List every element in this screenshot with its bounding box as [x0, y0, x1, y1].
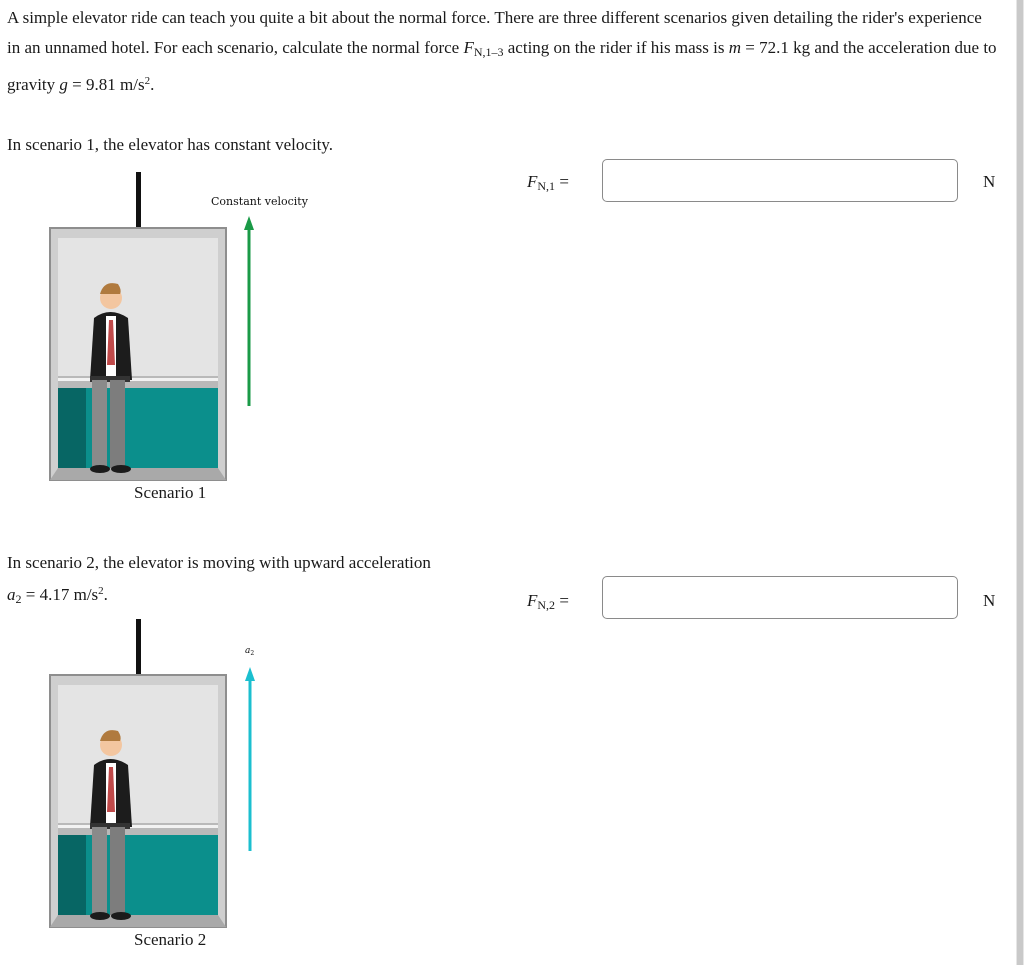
- scenario-2-caption: Scenario 2: [134, 930, 207, 949]
- mass-value: 72.1 kg: [759, 37, 811, 57]
- scenario-2-figure: [48, 617, 308, 947]
- acceleration-arrow-label: [245, 646, 254, 657]
- accel-symbol: a: [7, 585, 16, 604]
- scenario-1-figure: [48, 170, 308, 500]
- scenario-2-description: In scenario 2, the elevator is moving with upward acceleration: [7, 553, 431, 572]
- fn1-unit: N: [983, 172, 996, 191]
- force-subscript: N,1–3: [473, 44, 504, 59]
- gravity-value: 9.81 m/s: [86, 75, 145, 94]
- problem-statement: A simple elevator ride can teach you quite a bit about the normal force. There are three different scenarios given detailing the rider's experience in an unnamed hotel. For each scenario, calculate the normal force $F_{N,1-3}$ acting on the rider if his mass is m = 72.1 kg and the acceleration due to gravity g = 9.81 $m/s^2$.: [7, 8, 997, 94]
- mass-symbol: m: [728, 37, 742, 57]
- intro-text-1: A simple elevator ride can teach you quite a bit about the normal force. There are three different scenarios given detailing the rider's experience in an unnamed hotel. For each scenario, calculate the normal force: [7, 8, 982, 57]
- arrow-label-symbol: a: [245, 646, 251, 656]
- fn2-label: [527, 591, 569, 613]
- gravity-symbol: g: [59, 75, 68, 94]
- fn2-unit: N: [983, 591, 996, 610]
- accel-subscript: 2: [15, 592, 22, 606]
- scenario-1-caption: Scenario 1: [134, 483, 207, 502]
- acceleration-arrowhead-2: [245, 667, 255, 681]
- fn1-symbol: F: [527, 172, 538, 191]
- scenario-2-end: .: [103, 585, 108, 604]
- accel-exponent: 2: [98, 585, 104, 597]
- fn1-answer-input[interactable]: [602, 159, 958, 202]
- force-symbol: F: [463, 37, 474, 57]
- fn1-equals: =: [559, 172, 569, 191]
- fn2-subscript: N,2: [537, 598, 556, 612]
- gravity-exponent: 2: [144, 75, 151, 87]
- scenario-2-text: In scenario 2, the elevator is moving with upward acceleration $a_2 = 4.17$ $m/s^2$.: [7, 553, 431, 606]
- intro-end: .: [150, 75, 155, 94]
- velocity-arrowhead-1: [244, 216, 254, 230]
- fn1-subscript: N,1: [537, 179, 556, 193]
- scrollbar-thumb[interactable]: [1017, 0, 1023, 965]
- fn2-symbol: F: [527, 591, 538, 610]
- fn1-label: [527, 172, 569, 194]
- scenario-1-text: In scenario 1, the elevator has constant velocity.: [7, 135, 334, 154]
- velocity-arrow-label: Constant velocity: [211, 195, 308, 208]
- accel-value: 4.17 m/s: [39, 585, 99, 604]
- elevator-2: [50, 619, 226, 927]
- fn2-equals: =: [559, 591, 569, 610]
- arrow-label-subscript: 2: [250, 650, 255, 657]
- intro-text-3: and the acceleration due to gravity: [7, 37, 997, 94]
- elevator-1: [50, 172, 226, 480]
- fn2-answer-input[interactable]: [602, 576, 958, 619]
- intro-text-2: acting on the rider if his mass is: [503, 37, 729, 57]
